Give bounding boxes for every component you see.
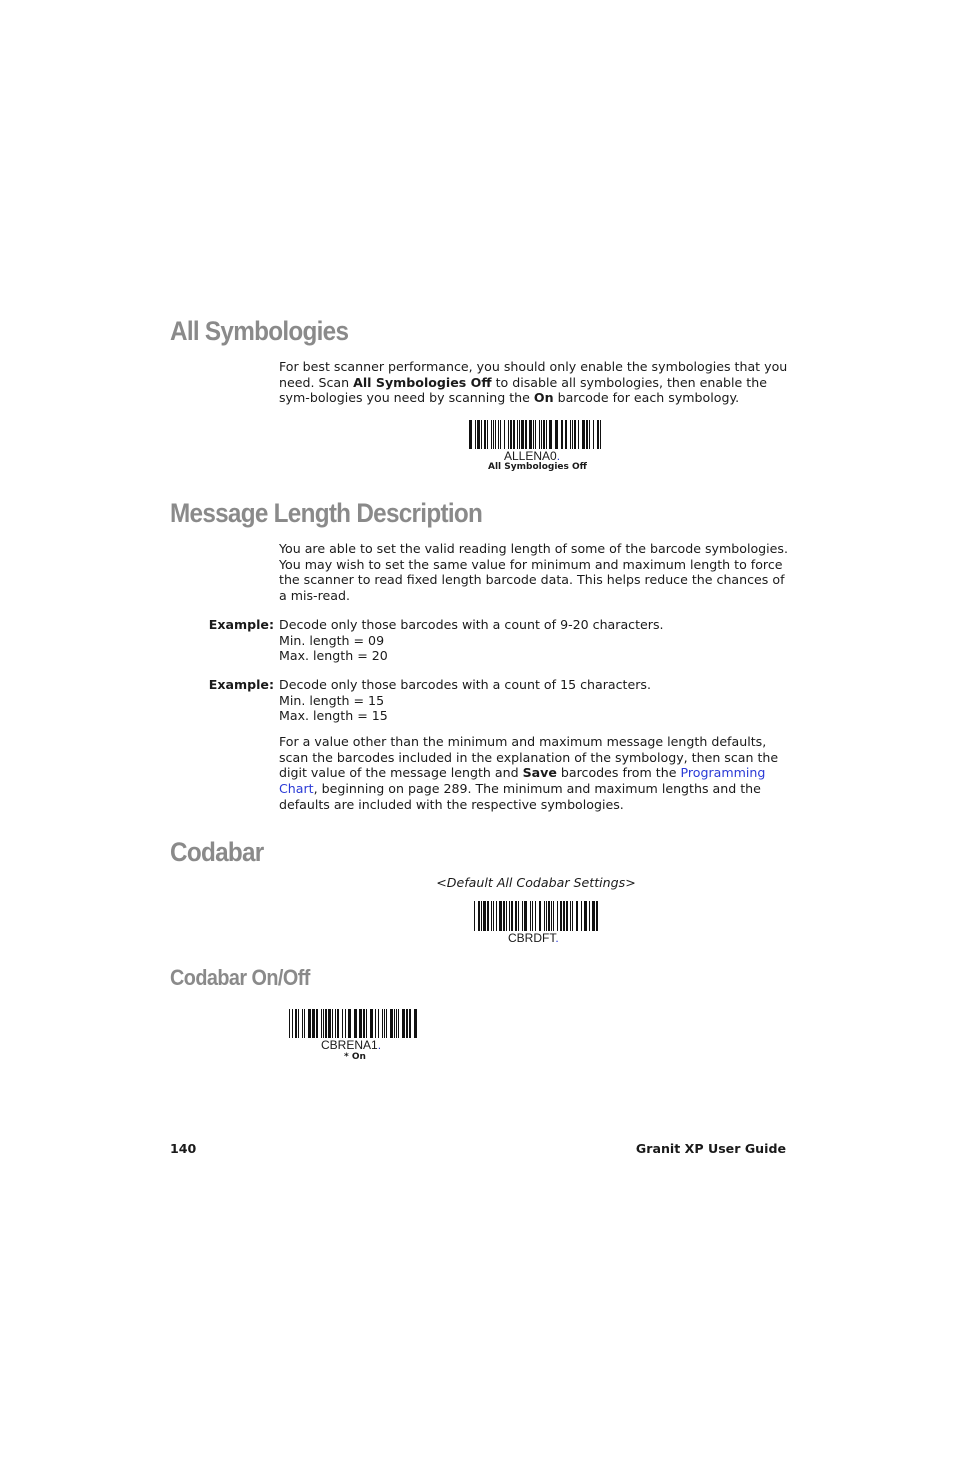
bold-text: On	[533, 390, 554, 406]
default-codabar-label: <Default All Codabar Settings>	[436, 875, 636, 890]
example-text: Decode only those barcodes with a count of 15 characters.	[279, 677, 651, 692]
barcode-all-symbologies-off[interactable]	[469, 420, 601, 449]
barcode-text-cbrdft: CBRDFT.	[508, 931, 559, 945]
example-text: Decode only those barcodes with a count of 9-20 characters.	[279, 617, 664, 632]
barcode-caption-all-symbologies-off: All Symbologies Off	[488, 462, 587, 472]
example-body-2	[279, 677, 793, 724]
bold-text: All Symbologies Off	[353, 374, 492, 390]
bold-text: Save	[522, 765, 557, 781]
text-run: For best scanner performance, you should only enable the symbologies that you need. Scan	[279, 359, 788, 390]
section-title-codabar: Codabar	[170, 837, 264, 867]
guide-title: Granit XP User Guide	[635, 1141, 786, 1156]
example-max-length: Max. length = 20	[279, 648, 388, 664]
example-label-2: Example:	[208, 677, 274, 692]
section-title-message-length: Message Length Description	[170, 498, 483, 528]
programming-chart-link[interactable]: Programming Chart	[279, 765, 766, 797]
example-max-length: Max. length = 15	[279, 708, 388, 724]
text-run: For a value other than the minimum and maximum message length defaults, scan the barcodes included in the explanation of the symbology, then scan the digit value of the message length and	[279, 734, 779, 781]
message-length-paragraph	[279, 734, 793, 813]
message-length-intro: You are able to set the valid reading length of some of the barcode symbologies. You may wish to set the same value for minimum and maximum length to force the scanner to read fixed length barcode data. This helps reduce the chances of a mis-read.	[279, 541, 788, 604]
section-title-all-symbologies: All Symbologies	[170, 316, 349, 346]
page-number: 140	[170, 1141, 197, 1156]
section-title-codabar-onoff: Codabar On/Off	[170, 965, 310, 990]
example-min-length: Min. length = 09	[279, 632, 385, 648]
all-symbologies-paragraph	[279, 359, 793, 406]
barcode-caption-on: * On	[344, 1052, 366, 1062]
text-run: to disable all symbologies, then enable the sym-bologies you need by scanning the	[279, 374, 767, 406]
example-label-1: Example:	[208, 617, 274, 632]
example-min-length: Min. length = 15	[279, 692, 385, 708]
text-run: , beginning on page 289. The minimum and maximum lengths and the defaults are included with the respective symbologies.	[279, 781, 761, 812]
barcode-text-cbrena1: CBRENA1.	[321, 1038, 382, 1052]
barcode-codabar-default[interactable]	[474, 901, 598, 931]
example-body-1	[279, 617, 793, 664]
barcode-codabar-on[interactable]	[289, 1009, 421, 1038]
barcode-text-allena0: ALLENA0.	[504, 449, 561, 463]
text-run: barcodes from the	[556, 765, 681, 781]
text-run: barcode for each symbology.	[553, 390, 740, 406]
